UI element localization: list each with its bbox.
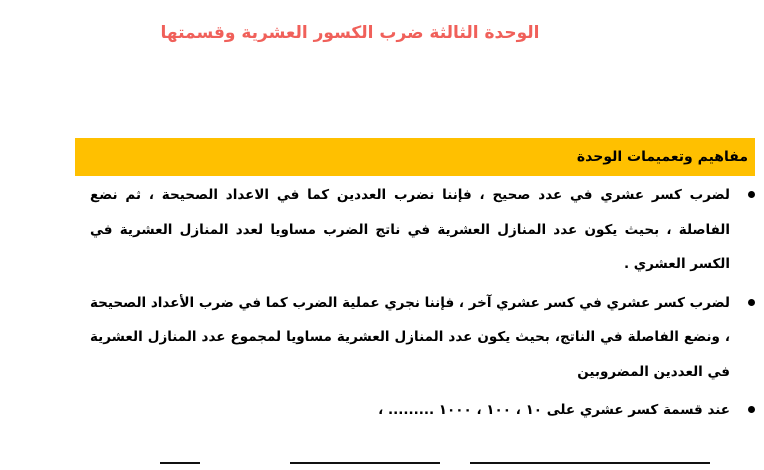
bullet-dot-icon (748, 406, 755, 413)
list-item (90, 393, 730, 428)
unit-title: الوحدة الثالثة ضرب الكسور العشرية وقسمتها (160, 23, 540, 43)
bullet-dot-icon (748, 191, 755, 198)
list-item-text: لضرب كسر عشري في عدد صحيح ، فإننا نضرب العددين كما في الاعداد الصحيحة ، ثم نضع الفاصلة ، بحيث يكون عدد المنازل العشرية في ناتج الضرب مساويا لعدد المنازل العشرية في الكسر العشري . (90, 187, 730, 272)
section-heading: مفاهيم وتعميمات الوحدة (576, 149, 748, 165)
list-item (90, 286, 730, 390)
section-heading-bar (75, 138, 755, 176)
partial-text-line (470, 462, 710, 464)
partial-text-line (290, 462, 440, 464)
list-item-text: عند قسمة كسر عشري على ١٠ ، ١٠٠ ، ١٠٠٠ ......... ، (378, 402, 730, 418)
bullet-dot-icon (748, 299, 755, 306)
concepts-list (90, 178, 730, 432)
list-item-text: لضرب كسر عشري في كسر عشري آخر ، فإننا نجري عملية الضرب كما في ضرب الأعداد الصحيحة ، ونضع الفاصلة في الناتج، بحيث يكون عدد المنازل العشرية مساويا لمجموع عدد المنازل العشرية في العددين المضروبين (90, 294, 730, 380)
list-item (90, 178, 730, 282)
partial-text-line (160, 462, 200, 464)
